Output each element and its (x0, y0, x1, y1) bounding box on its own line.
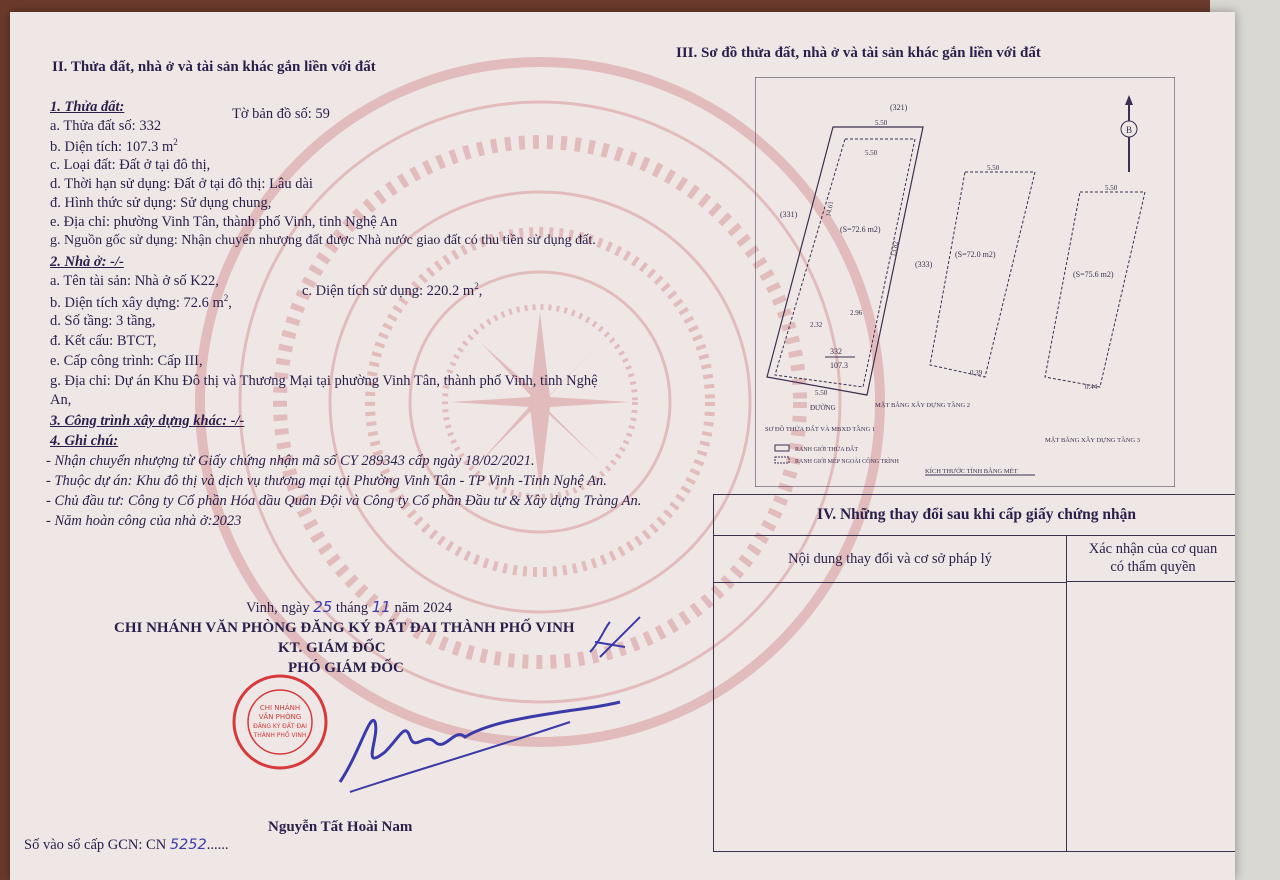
initial-mark (585, 612, 645, 662)
caption-floor-1: SƠ ĐỒ THỬA ĐẤT VÀ MBXD TẦNG 1 (765, 426, 876, 433)
house-address-line-1: g. Địa chỉ: Dự án Khu Đô thị và Thương Mại tại phường Vinh Tân, thành phố Vinh, tỉnh Nghệ (50, 373, 598, 389)
section-2-title: II. Thửa đất, nhà ở và tài sản khác gắn liền với đất (52, 59, 376, 75)
use-area-unit-sup: 2 (474, 281, 479, 291)
floor-1-area: (S=72.6 m2) (840, 225, 881, 234)
house-heading: 2. Nhà ở: -/- (50, 254, 124, 270)
column-authority-line-1: Xác nhận của cơ quan (1088, 541, 1218, 557)
north-label: B (1125, 125, 1133, 135)
use-term: d. Thời hạn sử dụng: Đất ở tại đô thị: Lâu dài (50, 176, 313, 192)
floor-count: d. Số tầng: 3 tầng, (50, 313, 156, 329)
dim-top-outer: 5.50 (875, 119, 888, 127)
plot-address: e. Địa chỉ: phường Vinh Tân, thành phố Vinh, tỉnh Nghệ An (50, 214, 398, 230)
table-divider (1066, 583, 1067, 851)
other-works-heading: 3. Công trình xây dựng khác: -/- (50, 413, 245, 429)
notes-heading: 4. Ghi chú: (50, 433, 119, 449)
dim-2-96: 2.96 (850, 309, 863, 317)
issuing-office: CHI NHÁNH VĂN PHÒNG ĐĂNG KÝ ĐẤT ĐAI THÀNH PHỐ VINH (114, 620, 575, 636)
f2-dim-top: 5.50 (987, 164, 1000, 172)
legend-units: KÍCH THƯỚC TÍNH BẰNG MÉT (925, 468, 1018, 475)
plot-number: a. Thửa đất số: 332 (50, 118, 162, 134)
land-area-value: b. Diện tích: 107.3 m (50, 138, 174, 155)
land-area-unit-sup: 2 (173, 137, 178, 147)
land-certificate-page (10, 12, 1235, 880)
plot-diagram (755, 77, 1175, 487)
build-area-end: , (228, 294, 232, 311)
f3-dim-h: 0.44 (1085, 383, 1098, 391)
build-area (50, 294, 232, 310)
f3-dim-top: 5.50 (1105, 184, 1118, 192)
date-month-label: tháng (335, 600, 369, 616)
legend-building-edge: RANH GIỚI MÉP NGOÀI CÔNG TRÌNH (795, 459, 899, 465)
house-address-line-2: An, (50, 392, 72, 408)
register-dots: ...... (206, 837, 229, 853)
signer-name: Nguyễn Tất Hoài Nam (268, 819, 413, 835)
column-authority-line-2: có thẩm quyền (1110, 559, 1196, 575)
stamp-line-1: CHI NHÁNH (259, 704, 301, 712)
caption-floor-2: MẶT BẰNG XÂY DỰNG TẦNG 2 (875, 402, 971, 409)
floor-3-area: (S=75.6 m2) (1073, 270, 1114, 279)
dim-2-32: 2.32 (810, 321, 823, 329)
asset-name: a. Tên tài sản: Nhà ở số K22, (50, 273, 219, 289)
north-arrow-icon (1121, 95, 1137, 172)
column-change-content: Nội dung thay đổi và cơ sở pháp lý (714, 536, 1067, 583)
neighbor-top: (321) (890, 103, 908, 112)
building-grade: e. Cấp công trình: Cấp III, (50, 353, 203, 369)
date-year: năm 2024 (394, 600, 453, 616)
deputy-director: PHÓ GIÁM ĐỐC (288, 660, 404, 676)
note-3: - Chủ đầu tư: Công ty Cổ phần Hóa dầu Quân Đội và Công ty Cổ phần Đầu tư & Xây dựng Tràng An. (46, 493, 642, 509)
dim-top-inner: 5.50 (865, 149, 878, 157)
register-value: 5252 (169, 837, 207, 853)
dim-left-outer: 14.61 (824, 200, 836, 218)
land-type: c. Loại đất: Đất ở tại đô thị, (50, 157, 211, 173)
build-area-unit-sup: 2 (223, 293, 229, 303)
register-label: Số vào sổ cấp GCN: CN (24, 837, 167, 853)
section-3-title: III. Sơ đồ thửa đất, nhà ở và tài sản khác gắn liền với đất (676, 45, 1041, 61)
plot-area-label: 107.3 (830, 361, 848, 370)
use-area-end: , (478, 282, 483, 299)
use-origin: g. Nguồn gốc sử dụng: Nhận chuyển nhượng đất được Nhà nước giao đất có thu tiền sử dụng đất. (50, 233, 596, 248)
register-number (24, 838, 228, 853)
date-day: 25 (313, 598, 333, 616)
plot-heading: 1. Thửa đất: (50, 99, 125, 115)
plot-label: 332 (830, 347, 842, 356)
stamp-line-2: VĂN PHÒNG (258, 713, 302, 721)
changes-table (713, 494, 1235, 852)
kt-director: KT. GIÁM ĐỐC (278, 640, 386, 656)
note-4: - Năm hoàn công của nhà ở:2023 (46, 513, 242, 529)
land-area (50, 138, 178, 154)
dim-right-inner: 13.82 (889, 240, 901, 258)
structure: đ. Kết cấu: BTCT, (50, 333, 157, 349)
stamp-line-4: THÀNH PHỐ VINH (253, 732, 307, 739)
official-stamp (230, 672, 330, 772)
stamp-line-3: ĐĂNG KÝ ĐẤT ĐAI (253, 723, 307, 730)
note-1: - Nhận chuyển nhượng từ Giấy chứng nhận mã số CY 289343 cấp ngày 18/02/2021. (46, 453, 535, 469)
date-month: 11 (371, 598, 391, 616)
road-label: ĐƯỜNG (810, 404, 836, 412)
issue-date (246, 600, 452, 616)
dim-bottom: 5.50 (815, 389, 828, 397)
date-prefix: Vinh, ngày (246, 600, 310, 616)
column-authority (1067, 536, 1235, 582)
neighbor-right: (333) (915, 260, 933, 269)
use-area (302, 282, 482, 298)
legend-plot-boundary: RANH GIỚI THỬA ĐẤT (795, 447, 859, 453)
caption-floor-3: MẶT BẰNG XÂY DỰNG TẦNG 3 (1045, 437, 1141, 444)
use-form: đ. Hình thức sử dụng: Sử dụng chung, (50, 195, 272, 211)
build-area-value: b. Diện tích xây dựng: 72.6 m (50, 294, 224, 311)
note-2: - Thuộc dự án: Khu đô thị và dịch vụ thương mại tại Phường Vinh Tân - TP Vinh -Tỉnh Nghệ An. (46, 473, 607, 489)
section-4-title: IV. Những thay đổi sau khi cấp giấy chứng nhận (714, 495, 1235, 536)
map-sheet-number: Tờ bản đồ số: 59 (232, 106, 330, 122)
use-area-value: c. Diện tích sử dụng: 220.2 m (302, 282, 475, 299)
neighbor-left: (331) (780, 210, 798, 219)
floor-2-area: (S=72.0 m2) (955, 250, 996, 259)
f2-dim-l: 0.39 (970, 369, 983, 377)
handwritten-signature (330, 692, 650, 802)
